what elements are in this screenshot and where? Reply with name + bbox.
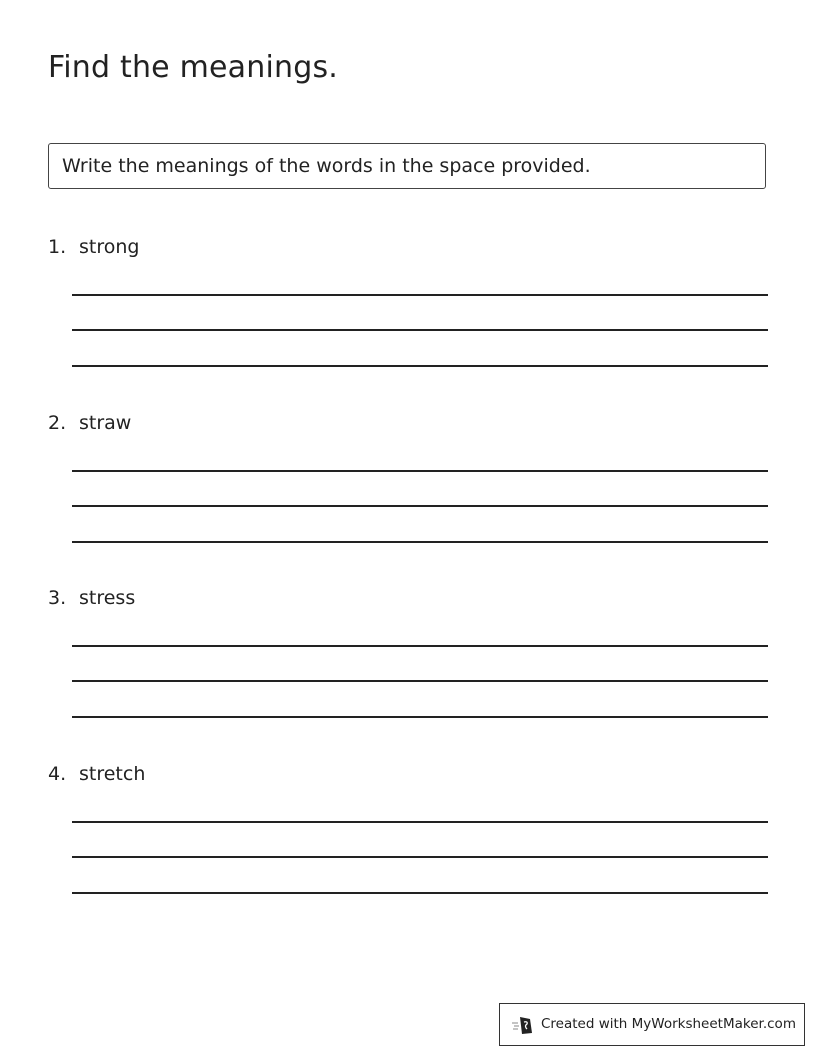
answer-line[interactable] xyxy=(72,821,768,823)
question-item xyxy=(0,412,816,564)
answer-line[interactable] xyxy=(72,470,768,472)
answer-line[interactable] xyxy=(72,645,768,647)
question-item xyxy=(0,763,816,915)
instructions-box xyxy=(48,143,766,189)
question-label xyxy=(48,587,135,609)
footer-text: Created with MyWorksheetMaker.com xyxy=(541,1016,796,1032)
answer-line[interactable] xyxy=(72,856,768,858)
answer-line[interactable] xyxy=(72,505,768,507)
question-word: stress xyxy=(79,587,136,609)
question-number: 3. xyxy=(48,587,67,609)
answer-line[interactable] xyxy=(72,680,768,682)
worksheet-maker-logo-icon xyxy=(512,1015,534,1035)
answer-line[interactable] xyxy=(72,892,768,894)
answer-line[interactable] xyxy=(72,365,768,367)
footer-credit[interactable] xyxy=(499,1003,805,1046)
question-item xyxy=(0,236,816,388)
question-number: 2. xyxy=(48,412,67,434)
answer-line[interactable] xyxy=(72,716,768,718)
answer-line[interactable] xyxy=(72,294,768,296)
page-title: Find the meanings. xyxy=(48,50,339,85)
answer-line[interactable] xyxy=(72,541,768,543)
question-item xyxy=(0,587,816,739)
question-number: 1. xyxy=(48,236,67,258)
question-label xyxy=(48,763,145,785)
question-label xyxy=(48,412,131,434)
instructions-text: Write the meanings of the words in the space provided. xyxy=(62,155,591,177)
question-word: straw xyxy=(79,412,132,434)
question-number: 4. xyxy=(48,763,67,785)
question-word: strong xyxy=(79,236,140,258)
question-word: stretch xyxy=(79,763,146,785)
question-label xyxy=(48,236,139,258)
answer-line[interactable] xyxy=(72,329,768,331)
